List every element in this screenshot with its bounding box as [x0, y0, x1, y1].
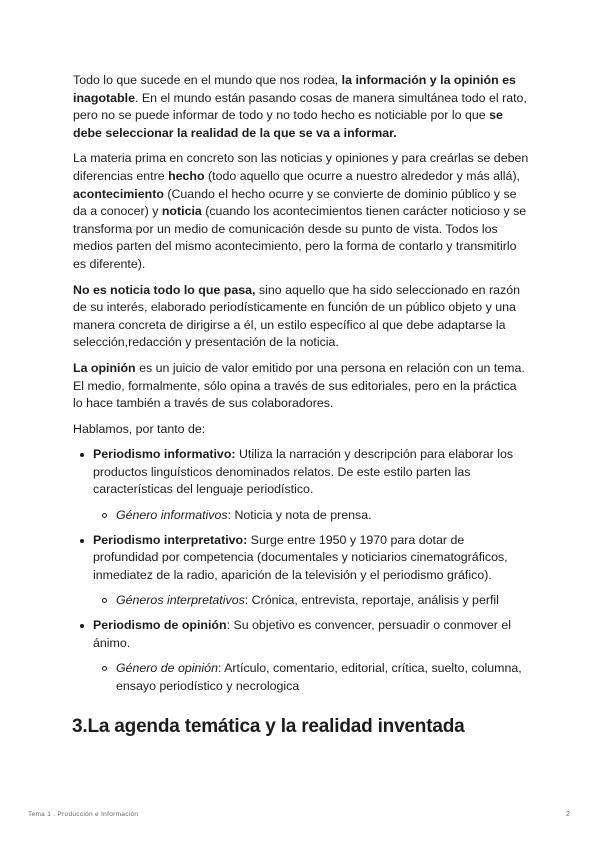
list-item-text: : Su objetivo es convencer, persuadir o conmover el ánimo.	[93, 618, 512, 650]
sub-list	[93, 592, 529, 610]
paragraph-intro	[73, 72, 529, 142]
sub-item-label: Género informativos	[116, 508, 228, 523]
page-number: 2	[566, 811, 570, 818]
paragraph-materia-prima	[73, 150, 529, 273]
paragraph-hablamos: Hablamos, por tanto de:	[73, 421, 206, 436]
text: es un juicio de valor emitido por una persona en relación con un tema. El medio, formalmente, sólo opina a través de sus editoriales, pero en la práctica lo hace también a través de sus colaboradores.	[73, 360, 525, 411]
list-item-text: Surge entre 1950 y 1970 para dotar de profundidad por competencia (documentales y noticiarios cinematográficos, inmediatez de la radio, aparición de la televisión y el periodismo gráfico).	[93, 532, 508, 582]
footer-title: Tema 1 . Producción e Información	[28, 811, 139, 818]
text: (todo aquello que ocurre a nuestro alrededor y más allá),	[204, 168, 521, 183]
list-item-interpretativo	[93, 532, 529, 610]
text: La materia prima en concreto son las noticias y opiniones y para creárlas se deben diferencias entre	[73, 151, 529, 183]
sub-list	[93, 660, 529, 695]
paragraph-no-es-noticia	[73, 282, 529, 352]
list-item-informativo	[93, 446, 529, 524]
sub-item-label: Género de opinión	[116, 661, 218, 676]
sub-list-item	[116, 507, 529, 525]
document-body	[73, 72, 529, 739]
text: (Cuando el hecho ocurre y se convierte de dominio público y se da a conocer) y	[73, 186, 517, 219]
text: Todo lo que sucede en el mundo que nos rodea,	[73, 73, 342, 87]
sub-list	[93, 507, 529, 525]
bold-term-acontecimiento: acontecimiento	[73, 186, 164, 201]
sub-item-text: : Noticia y nota de prensa.	[227, 508, 372, 523]
list-item-text: Utiliza la narración y descripción para elaborar los productos linguísticos denominados relatos. De este estilo parten las características del lenguaje periodístico.	[93, 447, 514, 497]
list-item-title: Periodismo interpretativo:	[93, 532, 248, 547]
bold-text: No es noticia todo lo que pasa,	[73, 282, 256, 297]
bold-term-noticia: noticia	[161, 204, 202, 219]
section-heading: 3.La agenda temática y la realidad inventada	[72, 716, 465, 738]
text: (cuando los acontecimientos tienen carácter noticioso y se transforma por un medio de comunicación desde su punto de vista. Todos los medios parten del mismo acontecimiento, pero la forma de contarlo y transmitirlo es diferente).	[73, 204, 527, 271]
text: . En el mundo están pasando cosas de manera simultánea todo el rato, pero no se puede informar de todo y no todo hecho es noticiable por lo que	[73, 90, 527, 123]
list-item-title: Periodismo informativo:	[93, 447, 236, 462]
sub-list-item	[116, 592, 529, 610]
sub-item-label: Géneros interpretativos	[116, 593, 245, 608]
bold-term-hecho: hecho	[168, 168, 205, 183]
list-item-title: Periodismo de opinión	[93, 618, 227, 633]
bold-text: la información y la opinión es inagotable	[73, 73, 516, 105]
sub-item-text: : Crónica, entrevista, reportaje, análisis y perfil	[244, 593, 499, 608]
sub-item-text: : Artículo, comentario, editorial, crítica, suelto, columna, ensayo periodístico y necrologica	[116, 661, 522, 693]
list-item-opinion	[93, 617, 529, 695]
bold-text: La opinión	[73, 360, 136, 375]
genres-list	[73, 446, 529, 695]
sub-list-item	[116, 660, 529, 695]
paragraph-opinion	[73, 360, 529, 413]
text: sino aquello que ha sido seleccionado en razón de su interés, elaborado periodísticamente en función de un público objeto y una manera concreta de dirigirse a él, un estilo específico al que debe adaptarse la selección,redacción y presentación de la noticia.	[73, 282, 520, 350]
bold-text: se debe seleccionar la realidad de la que se va a informar.	[73, 108, 503, 140]
